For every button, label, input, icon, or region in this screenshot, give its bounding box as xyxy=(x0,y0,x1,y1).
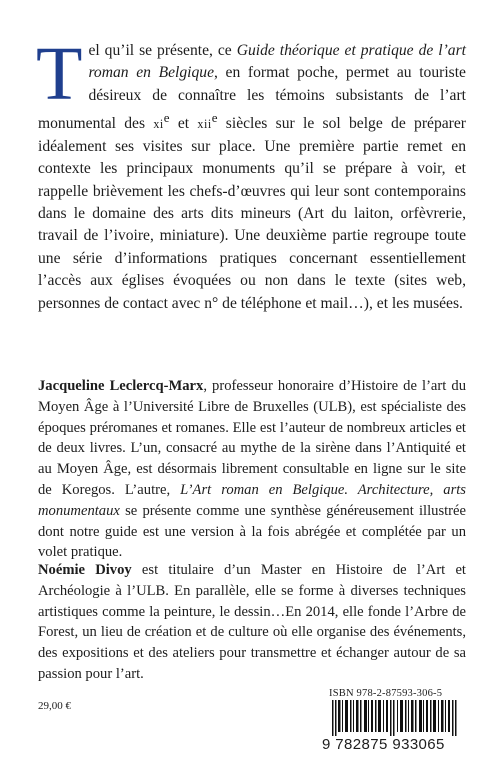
intro-text-2: , en format poche, permet au touriste désireux de connaître les témoins subsistants de l’art monumental des xyxy=(38,64,466,133)
century-11-suffix: e xyxy=(163,110,170,126)
book-title: L’Art roman en Belgique. Architecture, arts monumentaux xyxy=(38,481,466,519)
intro-text-1: el qu’il se présente, ce xyxy=(88,42,237,59)
intro-text-3: et xyxy=(169,115,198,133)
guide-title: Guide théorique et pratique de l’art roman en Belgique xyxy=(88,42,466,82)
barcode-image xyxy=(322,700,468,736)
bio-text-1: , professeur honoraire d’Histoire de l’art du Moyen Âge à l’Université Libre de Bruxelles (ULB), est spécialiste des époques préromanes et romanes. Elle est l’auteur de nombreux articles et de deux livres. L’un, consacré au mythe de la sirène dans l’Antiquité et au Moyen Âge, est désormais librement consultable en ligne sur le site de Koregos. L’autre, xyxy=(38,378,466,498)
author-name-leclercq: Jacqueline Leclercq-Marx xyxy=(38,378,204,394)
bio-divoy-text: est titulaire d’un Master en Histoire de l’Art et Archéologie à l’ULB. En parallèle, elle se forme à diverses techniques artistiques comme la peinture, le dessin…En 2014, elle fonde l’Arbre de Forest, un lieu de création et de culture où elle organise des événements, des expositions et des ateliers pour transmettre et échanger autour de sa passion pour l’art. xyxy=(38,562,466,682)
bio-text-2: se présente comme une synthèse généreusement illustrée dont notre guide est une version à la fois abrégée et complétée par un volet pratique. xyxy=(38,502,466,561)
isbn-label: ISBN 978-2-87593-306-5 xyxy=(329,688,443,699)
author-bio-divoy xyxy=(38,560,466,685)
century-11: xi xyxy=(153,117,164,132)
author-name-divoy: Noémie Divoy xyxy=(38,562,132,578)
century-12: xii xyxy=(197,117,212,132)
intro-text-4: siècles sur le sol belge de préparer idéalement ses visites sur place. Une première partie remet en contexte les principaux monuments qu’il se prépare à voir, et rappelle brièvement les chefs-d’œuvres qui leur sont contemporains dans le domaine des arts dits mineurs (Art du laiton, orfèvrerie, travail de l’ivoire, miniature). Une deuxième partie regroupe toute une série d’informations pratiques concernant essentiellement l’accès aux églises évoquées ou non dans le texte (sites web, personnes de contact avec n° de téléphone et mail…), et les musées. xyxy=(38,115,466,312)
author-bio-leclercq xyxy=(38,376,466,563)
century-12-suffix: e xyxy=(211,110,218,126)
drop-cap: T xyxy=(36,32,83,116)
barcode-digits: 9 782875 933065 xyxy=(322,736,445,753)
intro-paragraph xyxy=(36,32,466,315)
price-label: 29,00 € xyxy=(38,700,71,712)
